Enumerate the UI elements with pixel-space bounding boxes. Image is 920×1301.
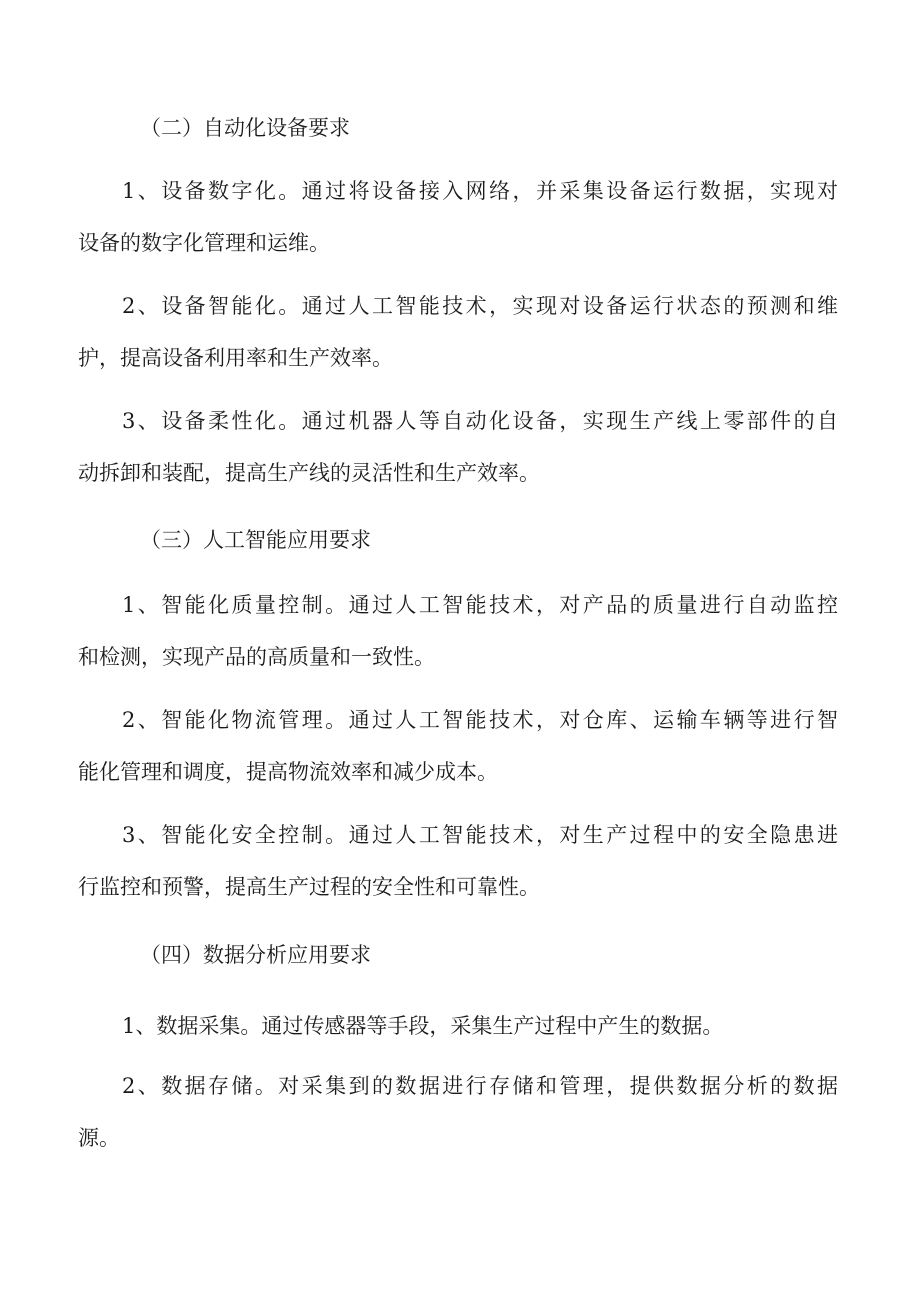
paragraph-line: 动拆卸和装配，提高生产线的灵活性和生产效率。 bbox=[78, 461, 540, 485]
paragraph-line: 源。 bbox=[78, 1126, 120, 1150]
paragraph-line: 2、智能化物流管理。通过人工智能技术，对仓库、运输车辆等进行智 bbox=[122, 708, 838, 732]
paragraph-line: 护，提高设备利用率和生产效率。 bbox=[78, 346, 393, 370]
paragraph-line: 3、设备柔性化。通过机器人等自动化设备，实现生产线上零部件的自 bbox=[122, 409, 838, 433]
section-heading: （二）自动化设备要求 bbox=[140, 116, 350, 140]
paragraph-line: 2、数据存储。对采集到的数据进行存储和管理，提供数据分析的数据 bbox=[122, 1074, 838, 1098]
paragraph-line: 和检测，实现产品的高质量和一致性。 bbox=[78, 645, 435, 669]
paragraph-line: 3、智能化安全控制。通过人工智能技术，对生产过程中的安全隐患进 bbox=[122, 823, 838, 847]
paragraph-line: 1、智能化质量控制。通过人工智能技术，对产品的质量进行自动监控 bbox=[122, 593, 838, 617]
paragraph-line: 2、设备智能化。通过人工智能技术，实现对设备运行状态的预测和维 bbox=[122, 294, 838, 318]
section-heading: （三）人工智能应用要求 bbox=[140, 528, 371, 552]
paragraph-line: 设备的数字化管理和运维。 bbox=[78, 231, 330, 255]
paragraph-line: 行监控和预警，提高生产过程的安全性和可靠性。 bbox=[78, 875, 540, 899]
paragraph-line: 1、数据采集。通过传感器等手段，采集生产过程中产生的数据。 bbox=[122, 1014, 724, 1038]
paragraph-line: 1、设备数字化。通过将设备接入网络，并采集设备运行数据，实现对 bbox=[122, 179, 838, 203]
paragraph-line: 能化管理和调度，提高物流效率和减少成本。 bbox=[78, 760, 498, 784]
section-heading: （四）数据分析应用要求 bbox=[140, 943, 371, 967]
